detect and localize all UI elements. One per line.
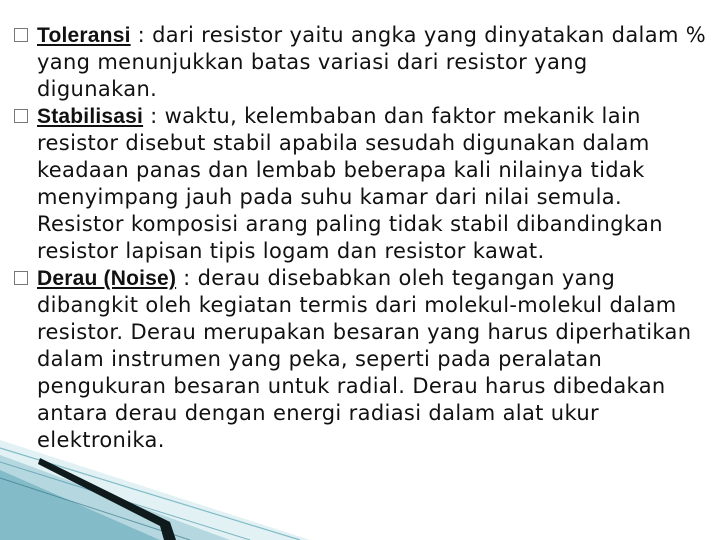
list-item-derau — [14, 265, 714, 454]
bullet-list — [14, 22, 714, 454]
list-item-toleransi — [14, 22, 714, 103]
definition-derau: : derau disebabkan oleh tegangan yang dibangkit oleh kegiatan termis dari molekul-molekul dalam resistor. Derau merupakan besaran yang harus diperhatikan dalam instrumen yang peka, seperti pada peralatan pengukuran besaran untuk radial. Derau harus dibedakan antara derau dengan energi radiasi dalam alat ukur elektronika. — [37, 266, 692, 452]
definition-toleransi: : dari resistor yaitu angka yang dinyatakan dalam % yang menunjukkan batas variasi dari resistor yang digunakan. — [37, 23, 707, 101]
checkbox-bullet-icon — [14, 109, 28, 123]
checkbox-bullet-icon — [14, 28, 28, 42]
list-item-stabilisasi — [14, 103, 714, 265]
term-stabilisasi: Stabilisasi — [37, 105, 144, 128]
definition-stabilisasi: : waktu, kelembaban dan faktor mekanik lain resistor disebut stabil apabila sesudah digunakan dalam keadaan panas dan lembab beberapa kali nilainya tidak menyimpang jauh pada suhu kamar dari nilai semula. Resistor komposisi arang paling tidak stabil dibandingkan resistor lapisan tipis logam dan resistor kawat. — [37, 104, 663, 263]
term-toleransi: Toleransi — [37, 24, 131, 47]
term-derau: Derau (Noise) — [37, 267, 177, 290]
checkbox-bullet-icon — [14, 271, 28, 285]
